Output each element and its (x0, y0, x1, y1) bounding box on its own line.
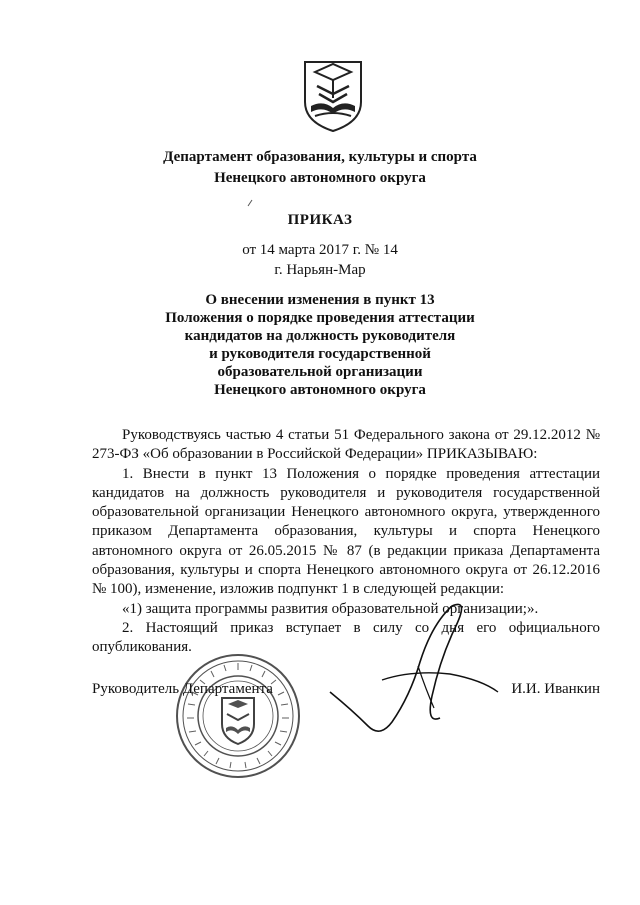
preamble: Руководствуясь частью 4 статьи 51 Федерального закона от 29.12.2012 № 273-ФЗ «Об образовании в Российской Федерации» ПРИКАЗЫВАЮ: (92, 427, 600, 463)
round-seal-icon (172, 652, 304, 780)
item-1-quote: «1) защита программы развития образовательной организации;». (122, 600, 539, 617)
place: г. Нарьян-Мар (274, 262, 366, 278)
date-block (0, 240, 640, 280)
document-type: ПРИКАЗ (287, 212, 353, 228)
subject-line-6: Ненецкого автономного округа (214, 382, 426, 398)
organization-name (0, 147, 640, 189)
subject-line-5: образовательной организации (217, 364, 423, 380)
signatory-position: Руководитель Департамента (92, 681, 273, 697)
item-2: 2. Настоящий приказ вступает в силу со дня его официального опубликования. (92, 619, 600, 656)
document-subject (0, 291, 640, 399)
subject-line-2: Положения о порядке проведения аттестации (165, 310, 475, 326)
subject-line-4: и руководителя государственной (209, 346, 431, 362)
subject-line-3: кандидатов на должность руководителя (184, 328, 456, 344)
subject-line-1: О внесении изменения в пункт 13 (205, 292, 435, 308)
date-number: от 14 марта 2017 г. № 14 (242, 242, 398, 258)
coat-of-arms-icon (301, 58, 365, 134)
item-1: 1. Внести в пункт 13 Положения о порядке проведения аттестации кандидатов на должность руководителя и руководителя государственной образовательной организации Ненецкого автономного округа, утвержденного приказом Департамента образования, культуры и спорта Ненецкого автономного округа от 26.05.2015 № 87 (в редакции приказа Департамента образования, культуры и спорта Ненецкого автономного округа от 26.12.2016 № 100), изменение, изложив подпункт 1 в следующей редакции: (92, 465, 600, 598)
signatory-name: И.И. Иванкин (511, 681, 600, 697)
handwritten-signature-icon (322, 600, 502, 750)
org-line-2: Ненецкого автономного округа (214, 170, 426, 186)
stray-mark (246, 198, 256, 208)
org-line-1: Департамент образования, культуры и спорта (163, 149, 477, 165)
